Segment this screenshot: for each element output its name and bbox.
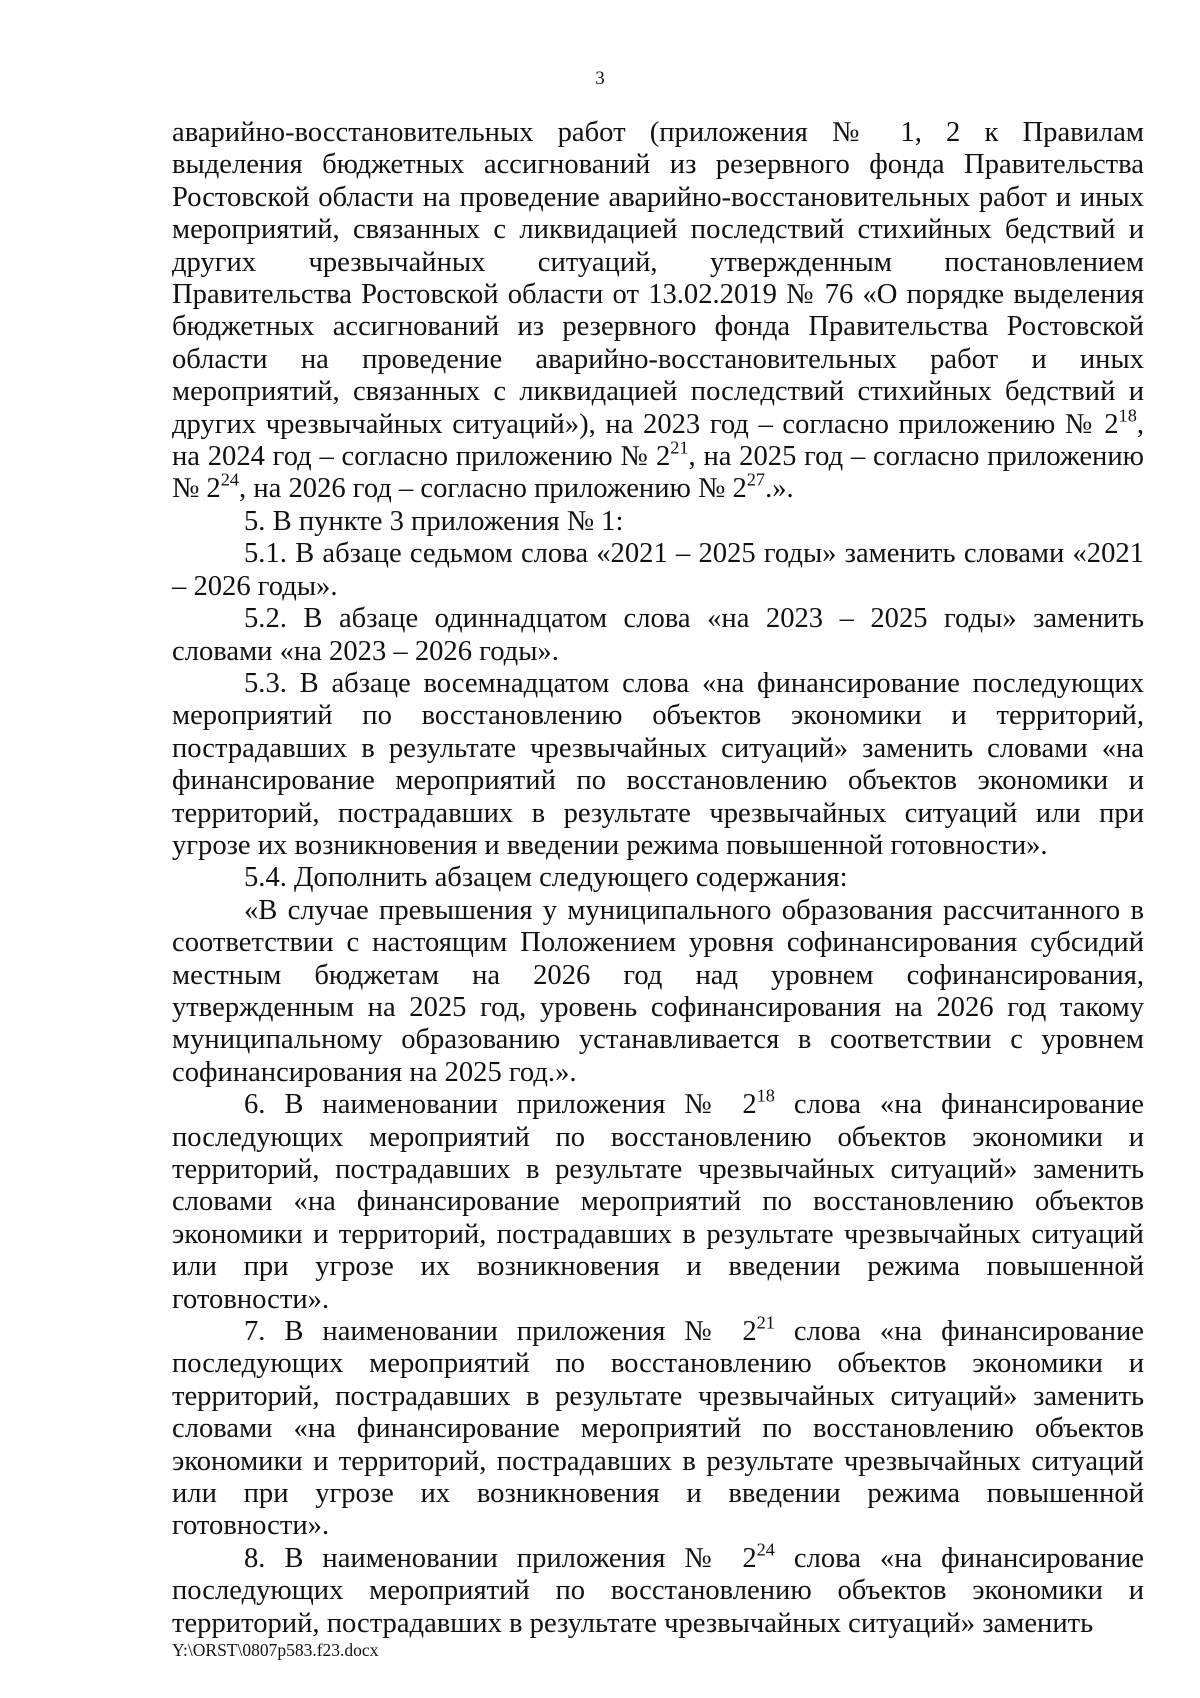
page-number: 3 [595, 68, 605, 89]
text-segment: «В случае превышения у муниципального образования рассчитанного в соответствии с настоящим Положением уровня софинансирования субсидий местным бюджетам на 2026 год над уровнем софинансирования, утвержденным на 2025 год, уровень софинансирования на 2026 год такому муниципальному образованию устанавливается в соответствии с уровнем софинансирования на 2025 год.». [172, 894, 1144, 1088]
text-segment: .». [765, 473, 794, 505]
text-segment: , на 2026 год – согласно приложению № 2 [239, 473, 747, 505]
file-path-footer: Y:\ORST\0807p583.f23.docx [172, 1640, 379, 1660]
text-segment: 5.1. В абзаце седьмом слова «2021 – 2025 годы» заменить словами «2021 – 2026 годы». [172, 538, 1144, 602]
superscript-index: 21 [756, 1312, 775, 1333]
superscript-index: 21 [670, 437, 689, 458]
text-segment: 5.4. Дополнить абзацем следующего содержания: [244, 862, 848, 894]
superscript-index: 27 [746, 470, 766, 491]
text-segment: , на 2024 год – согласно приложению № 2 [172, 408, 1144, 473]
text-segment: 7. В наименовании приложения № 2 [244, 1316, 757, 1348]
text-segment: слова «на финансирование последующих мероприятий по восстановлению объектов экономики и территорий, пострадавших в результате чрезвычайных ситуаций» заменить словами «на финансирование мероприятий по восстановлению объектов экономики и территорий, пострадавших в результате чрезвычайных ситуаций или при угрозе их возникновения и введении режима повышенной готовности». [172, 1316, 1144, 1542]
document-body [172, 117, 1144, 1640]
paragraph [172, 1085, 1144, 1316]
paragraph [172, 1539, 1144, 1640]
superscript-index: 18 [1118, 405, 1137, 426]
paragraph [172, 603, 1144, 668]
superscript-index: 24 [756, 1539, 775, 1560]
paragraph [172, 862, 1144, 894]
text-segment: 5.2. В абзаце одиннадцатом слова «на 2023 – 2025 годы» заменить словами «на 2023 – 2026 годы». [172, 603, 1144, 667]
text-segment: , на 2025 год – согласно приложению № 2 [172, 441, 1145, 505]
paragraph [172, 895, 1144, 1089]
paragraph [172, 1312, 1144, 1543]
text-segment: 5.3. В абзаце восемнадцатом слова «на финансирование последующих мероприятий по восстановлению объектов экономики и территорий, пострадавших в результате чрезвычайных ситуаций» заменить словами «на финансирование мероприятий по восстановлению объектов экономики и территорий, пострадавших в результате чрезвычайных ситуаций или при угрозе их возникновения и введении режима повышенной готовности». [172, 667, 1144, 861]
superscript-index: 24 [220, 470, 240, 491]
paragraph [172, 668, 1144, 862]
text-segment: 8. В наименовании приложения № 2 [244, 1542, 757, 1574]
superscript-index: 18 [756, 1085, 775, 1106]
text-segment: аварийно-восстановительных работ (приложения № 1, 2 к Правилам выделения бюджетных ассигнований из резервного фонда Правительства Ростовской области на проведение аварийно-восстановительных работ и иных мероприятий, связанных с ликвидацией последствий стихийных бедствий и других чрезвычайных ситуаций, утвержденным постановлением Правительства Ростовской области от 13.02.2019 № 76 «О порядке выделения бюджетных ассигнований из резервного фонда Правительства Ростовской области на проведение аварийно-восстановительных работ и иных мероприятий, связанных с ликвидацией последствий стихийных бедствий и других чрезвычайных ситуаций»), на 2023 год – согласно приложению № 2 [172, 117, 1144, 440]
paragraph [172, 538, 1144, 603]
paragraph [172, 506, 1144, 538]
text-segment: слова «на финансирование последующих мероприятий по восстановлению объектов экономики и территорий, пострадавших в результате чрезвычайных ситуаций» заменить [172, 1542, 1144, 1639]
text-segment: 5. В пункте 3 приложения № 1: [244, 505, 624, 537]
text-segment: слова «на финансирование последующих мероприятий по восстановлению объектов экономики и территорий, пострадавших в результате чрезвычайных ситуаций» заменить словами «на финансирование мероприятий по восстановлению объектов экономики и территорий, пострадавших в результате чрезвычайных ситуаций или при угрозе их возникновения и введении режима повышенной готовности». [172, 1089, 1144, 1315]
text-segment: 6. В наименовании приложения № 2 [244, 1089, 757, 1121]
paragraph [172, 117, 1144, 506]
